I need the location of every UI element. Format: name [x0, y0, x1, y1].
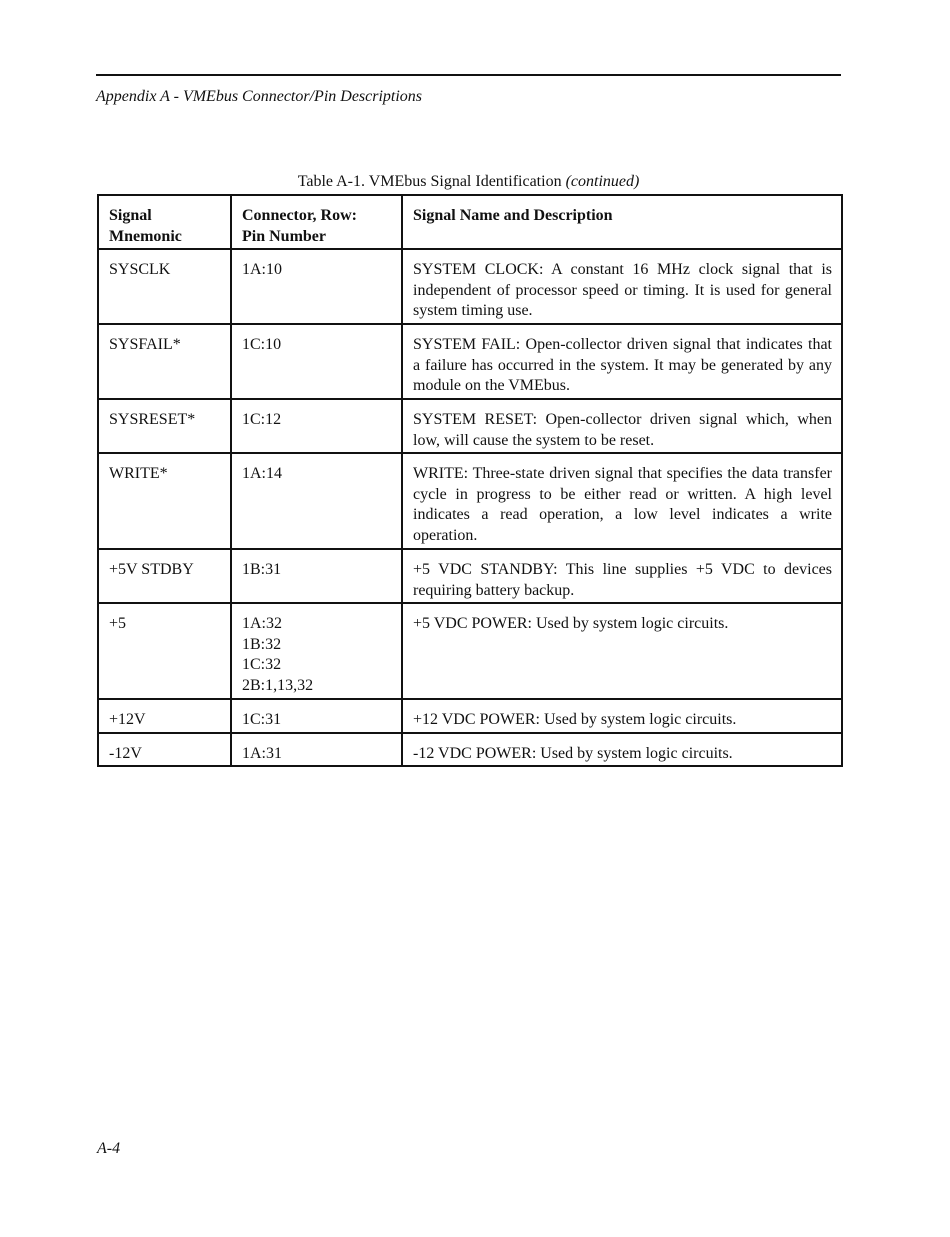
connector-pin-cell — [231, 399, 402, 453]
signal-description: WRITE: Three-state driven signal that specifies the data transfer cycle in progress to be either read or written. A high level indicates a read operation, a low level indicates a write operation. — [402, 453, 842, 549]
connector-pin: 1C:12 — [242, 411, 282, 428]
table-caption-continued: (continued) — [565, 173, 640, 190]
signal-description: +5 VDC STANDBY: This line supplies +5 VDC to devices requiring battery backup. — [402, 549, 842, 603]
connector-pin: 1B:32 — [242, 635, 282, 653]
connector-pin-cell — [231, 733, 402, 766]
header-pin-line1: Connector, Row: — [242, 207, 357, 224]
signal-mnemonic: SYSRESET* — [98, 399, 231, 453]
header-pin-line2: Pin Number — [242, 227, 326, 245]
connector-pin: 1A:14 — [242, 465, 282, 482]
signal-mnemonic: -12V — [98, 733, 231, 766]
signal-description: +12 VDC POWER: Used by system logic circuits. — [402, 699, 842, 733]
table-row — [98, 699, 842, 733]
connector-pin-cell — [231, 324, 402, 399]
header-description: Signal Name and Description — [402, 195, 842, 249]
signal-mnemonic: +12V — [98, 699, 231, 733]
signal-mnemonic: SYSCLK — [98, 249, 231, 324]
connector-pin: 1C:31 — [242, 711, 282, 728]
connector-pin: 1C:32 — [242, 656, 282, 673]
table-row — [98, 603, 842, 699]
table-caption — [96, 171, 841, 193]
header-mnemonic-line2: Mnemonic — [109, 227, 182, 245]
table-row — [98, 399, 842, 453]
signal-mnemonic: +5V STDBY — [98, 549, 231, 603]
signal-mnemonic: +5 — [98, 603, 231, 699]
connector-pin-cell — [231, 249, 402, 324]
table-row — [98, 453, 842, 549]
connector-pin-cell — [231, 699, 402, 733]
signal-mnemonic: SYSFAIL* — [98, 324, 231, 399]
connector-pin: 2B:1,13,32 — [242, 676, 314, 694]
table-row — [98, 324, 842, 399]
signal-description: -12 VDC POWER: Used by system logic circuits. — [402, 733, 842, 766]
connector-pin-cell — [231, 549, 402, 603]
signal-description: SYSTEM CLOCK: A constant 16 MHz clock signal that is independent of processor speed or timing. It is used for general system timing use. — [402, 249, 842, 324]
signal-mnemonic: WRITE* — [98, 453, 231, 549]
table-row — [98, 249, 842, 324]
header-rule — [96, 74, 841, 76]
header-mnemonic-line1: Signal — [109, 207, 152, 224]
table-caption-main: Table A-1. VMEbus Signal Identification — [297, 173, 566, 190]
running-head: Appendix A - VMEbus Connector/Pin Descriptions — [96, 88, 423, 105]
connector-pin: 1A:31 — [242, 745, 282, 762]
connector-pin: 1A:10 — [242, 261, 282, 278]
connector-pin: 1A:32 — [242, 615, 282, 632]
connector-pin-cell — [231, 453, 402, 549]
table-row — [98, 549, 842, 603]
connector-pin-cell — [231, 603, 402, 699]
signal-description: +5 VDC POWER: Used by system logic circuits. — [402, 603, 842, 699]
signal-description: SYSTEM RESET: Open-collector driven signal which, when low, will cause the system to be reset. — [402, 399, 842, 453]
connector-pin: 1C:10 — [242, 336, 282, 353]
signal-description: SYSTEM FAIL: Open-collector driven signal that indicates that a failure has occurred in the system. It may be generated by any module on the VMEbus. — [402, 324, 842, 399]
table-row — [98, 733, 842, 766]
signal-table — [97, 194, 843, 767]
connector-pin: 1B:31 — [242, 561, 282, 578]
page-number: A-4 — [97, 1140, 121, 1157]
table-body — [98, 249, 842, 766]
header-connector-pin — [231, 195, 402, 249]
header-signal-mnemonic — [98, 195, 231, 249]
table-header-row — [98, 195, 842, 249]
